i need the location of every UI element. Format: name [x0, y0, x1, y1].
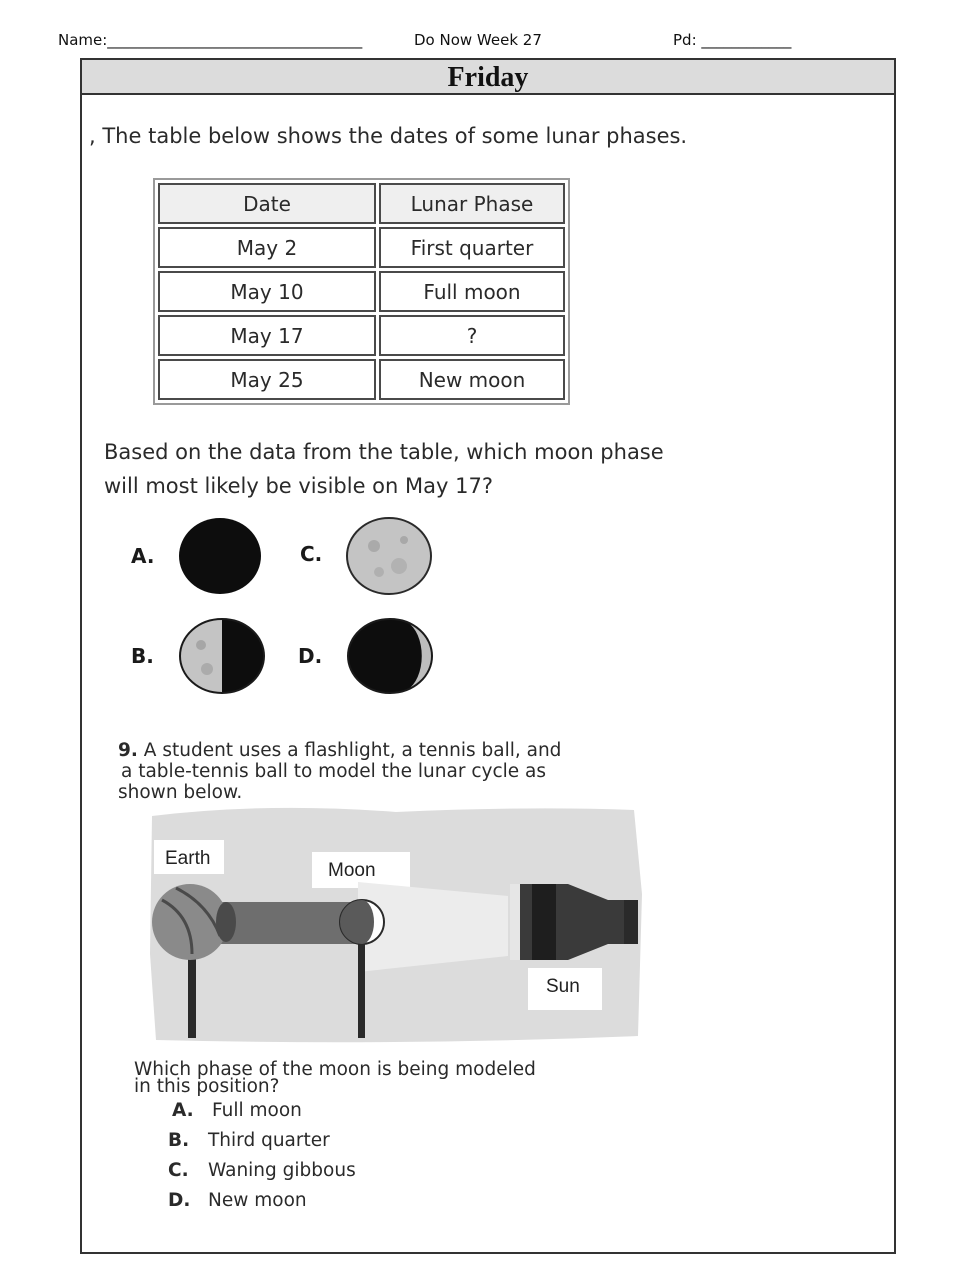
- question-9-line-3: shown below.: [118, 782, 243, 803]
- name-field-label: Name:__________________________________: [58, 31, 363, 49]
- table-cell-phase: ?: [379, 315, 565, 356]
- lunar-phase-table: [153, 178, 570, 405]
- worksheet-title: Do Now Week 27: [414, 31, 542, 49]
- question-9-line-1: 9. A student uses a flashlight, a tennis ball, and: [118, 740, 562, 761]
- option-c-label: C.: [300, 542, 323, 566]
- new-moon-icon: [176, 516, 264, 596]
- table-row: [158, 359, 565, 400]
- lunar-model-diagram: [148, 804, 643, 1044]
- table-cell-date: May 17: [158, 315, 376, 356]
- period-field-label: Pd: ____________: [673, 31, 792, 49]
- table-cell-date: May 25: [158, 359, 376, 400]
- option-d-label: D.: [298, 644, 323, 668]
- question-9-ask-line-2: in this position?: [134, 1076, 280, 1097]
- table-header-row: [158, 183, 565, 224]
- answer-option: D. New moon: [168, 1190, 307, 1211]
- answer-option: A. Full moon: [172, 1100, 302, 1121]
- option-b-label: B.: [131, 644, 154, 668]
- sun-label: Sun: [546, 976, 580, 997]
- quarter-moon-icon: [177, 617, 267, 695]
- table-row: [158, 315, 565, 356]
- table-row: [158, 227, 565, 268]
- earth-label: Earth: [165, 848, 211, 869]
- table-header-phase: Lunar Phase: [379, 183, 565, 224]
- question-8-intro: , The table below shows the dates of some lunar phases.: [89, 124, 688, 148]
- table-header-date: Date: [158, 183, 376, 224]
- moon-stand: [358, 932, 365, 1038]
- answer-option: B. Third quarter: [168, 1130, 330, 1151]
- table-cell-phase: Full moon: [379, 271, 565, 312]
- moon-label: Moon: [328, 860, 376, 881]
- day-banner: Friday: [82, 60, 894, 95]
- table-row: [158, 271, 565, 312]
- table-cell-phase: New moon: [379, 359, 565, 400]
- question-8-line-1: Based on the data from the table, which moon phase: [104, 440, 664, 464]
- option-a-label: A.: [131, 544, 155, 568]
- question-9-line-2: a table-tennis ball to model the lunar cycle as: [121, 761, 546, 782]
- crescent-moon-icon: [345, 617, 435, 695]
- question-8-line-2: will most likely be visible on May 17?: [104, 474, 493, 498]
- question-9-ask-line-1: Which phase of the moon is being modeled: [134, 1059, 536, 1080]
- full-moon-icon: [344, 516, 434, 596]
- table-cell-date: May 2: [158, 227, 376, 268]
- table-cell-date: May 10: [158, 271, 376, 312]
- answer-option: C. Waning gibbous: [168, 1160, 356, 1181]
- table-cell-phase: First quarter: [379, 227, 565, 268]
